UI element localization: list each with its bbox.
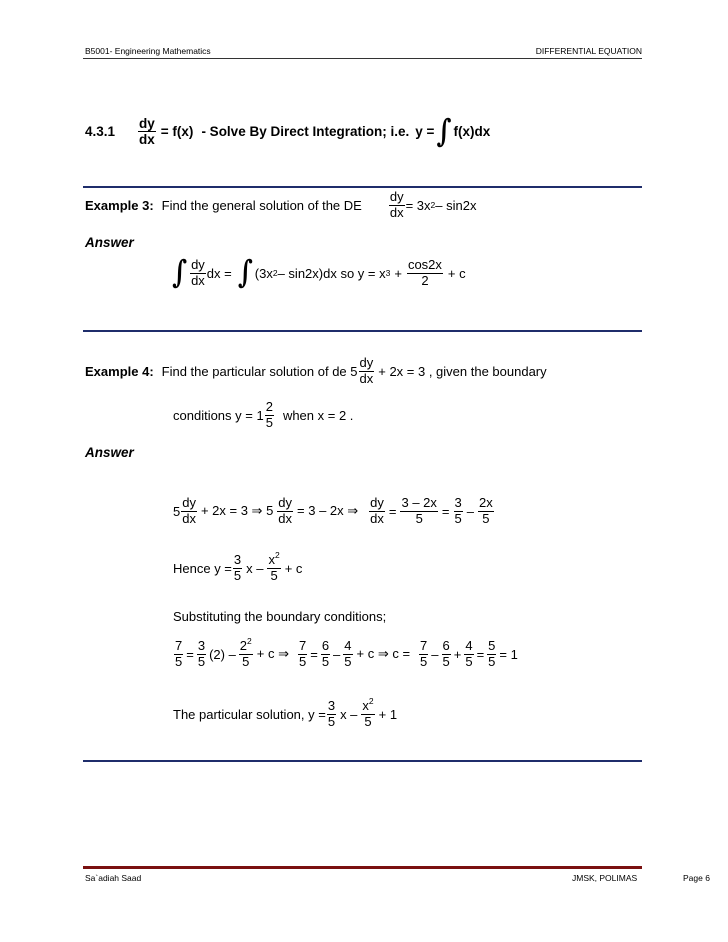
fraction-denominator: 5 bbox=[197, 653, 206, 669]
fraction-denominator: 5 bbox=[242, 653, 250, 669]
l1-p4: = bbox=[388, 503, 397, 519]
example3-ans-integrand-b: – sin2x)dx so y = x bbox=[277, 265, 386, 281]
fraction-denominator: dx bbox=[182, 510, 196, 526]
fraction-numerator: dy bbox=[389, 189, 404, 204]
example3-answer-row: ∫ $\frac{dy}{dx}$ dx = ∫ (3x 2 – sin2x)dx so y = x 3 + $\frac{\cos 2x}{2}$ + c bbox=[172, 255, 466, 292]
l1-p1: 5 bbox=[173, 503, 181, 519]
fraction-denominator: 5 bbox=[442, 653, 450, 669]
fraction-numerator: dy bbox=[182, 495, 196, 510]
fraction-numerator: 3 bbox=[454, 495, 462, 510]
fraction-denominator: 5 bbox=[321, 653, 330, 669]
section-y: y = bbox=[415, 124, 435, 140]
example3-ans-dx: dx = bbox=[206, 265, 232, 281]
l1-frac1 bbox=[181, 496, 197, 526]
exponent: 2 bbox=[247, 636, 252, 646]
l1-frac6 bbox=[478, 496, 494, 526]
s-p9: = bbox=[476, 646, 485, 662]
hence-frac2 bbox=[267, 550, 280, 583]
example4-cond-fraction bbox=[265, 400, 274, 430]
fraction-denominator: 5 bbox=[344, 653, 352, 669]
example3-ans-integrand: (3x bbox=[254, 265, 273, 281]
example4-question-row bbox=[85, 356, 547, 386]
hence-p3: + c bbox=[284, 560, 303, 576]
fraction-numerator: dy bbox=[191, 257, 205, 272]
fraction-denominator: 5 bbox=[364, 713, 372, 729]
fraction-numerator: 6 bbox=[321, 638, 330, 653]
fraction-numerator: 7 bbox=[298, 638, 307, 653]
s-p6: + c ⇒ c = bbox=[356, 646, 411, 662]
example3-label: Example 3: bbox=[85, 197, 154, 213]
example3-answer-label: Answer bbox=[85, 235, 134, 250]
example4-conditions-row bbox=[173, 400, 353, 430]
example4-rule bbox=[83, 760, 642, 762]
s-frac5 bbox=[321, 639, 330, 669]
fraction-denominator: dx bbox=[278, 510, 293, 526]
footer-rule bbox=[83, 866, 642, 869]
fraction-numerator: 2x bbox=[478, 495, 493, 510]
example3-ans-cos-fraction bbox=[407, 258, 443, 288]
fraction-numerator: 4 bbox=[465, 638, 473, 653]
section-eq: = f(x) bbox=[160, 124, 194, 140]
fraction-numerator: $x^2$ bbox=[362, 696, 374, 713]
fraction-numerator: 3 bbox=[197, 638, 206, 653]
section-number: 4.3.1 bbox=[85, 124, 116, 140]
header-right: DIFFERENTIAL EQUATION bbox=[535, 46, 642, 56]
s-frac6 bbox=[343, 639, 352, 669]
s-frac2 bbox=[197, 639, 206, 669]
fraction-numerator: 6 bbox=[442, 638, 450, 653]
l1-p6: – bbox=[466, 503, 474, 519]
example4-cond: conditions y = 1 bbox=[173, 407, 264, 423]
example4-hence bbox=[173, 550, 303, 583]
s-p7: – bbox=[431, 646, 439, 662]
footer-center: JMSK, POLIMAS bbox=[572, 873, 638, 883]
fraction-denominator: dx bbox=[139, 132, 155, 148]
example4-answer-label: Answer bbox=[85, 445, 134, 460]
l1-p2: + 2x = 3 ⇒ 5 bbox=[200, 503, 274, 519]
ps-p2: x – bbox=[340, 706, 358, 722]
fraction-numerator: dy bbox=[359, 355, 374, 370]
s-frac4 bbox=[298, 639, 307, 669]
fraction-numerator: 7 bbox=[420, 638, 428, 653]
fraction-numerator: 4 bbox=[344, 638, 352, 653]
integral-sign-icon: ∫ bbox=[237, 255, 253, 292]
section-title: - Solve By Direct Integration; i.e. bbox=[201, 124, 410, 140]
example4-substituting: Substituting the boundary conditions; bbox=[173, 609, 387, 624]
example3-ans-c: + c bbox=[447, 265, 466, 281]
fraction-denominator: 5 bbox=[298, 653, 307, 669]
s-frac10 bbox=[487, 639, 496, 669]
l1-frac5 bbox=[454, 496, 463, 526]
hence-frac1 bbox=[233, 553, 242, 583]
fraction-denominator: 5 bbox=[454, 510, 462, 526]
example4-q-fraction bbox=[359, 356, 375, 386]
fraction-numerator: 2 bbox=[265, 399, 273, 414]
example3-de-rhs-b: – sin2x bbox=[435, 197, 477, 213]
s-p4: = bbox=[310, 646, 318, 662]
fraction-numerator: dy bbox=[370, 495, 384, 510]
s-frac1 bbox=[174, 639, 183, 669]
fraction-denominator: 5 bbox=[465, 653, 473, 669]
s-p8: + bbox=[453, 646, 462, 662]
fraction-denominator: 2 bbox=[421, 272, 429, 288]
header-rule bbox=[83, 58, 642, 59]
section-heading bbox=[85, 113, 491, 150]
footer-page: Page 6 bbox=[683, 873, 710, 883]
fraction-denominator: 5 bbox=[482, 510, 490, 526]
exponent: 2 bbox=[368, 696, 374, 706]
ps-p3: + 1 bbox=[378, 706, 398, 722]
s-p2: (2) – bbox=[209, 646, 236, 662]
fraction-denominator: 5 bbox=[233, 567, 242, 583]
s-p3: + c ⇒ bbox=[256, 646, 289, 662]
example3-question-row: Example 3: Find the general solution of the DE $\frac{dy}{dx}$ = 3x 2 – sin2x bbox=[85, 189, 477, 220]
example4-question: Find the particular solution of de 5 bbox=[161, 363, 358, 379]
example4-question-b: + 2x = 3 , given the boundary bbox=[378, 363, 547, 379]
fraction-numerator: cos2x bbox=[407, 257, 442, 272]
s-frac3 bbox=[239, 636, 253, 669]
fraction-denominator: 5 bbox=[488, 653, 496, 669]
l1-frac2 bbox=[277, 496, 293, 526]
fraction-denominator: 5 bbox=[420, 653, 428, 669]
integral-sign-icon: ∫ bbox=[436, 113, 452, 150]
s-p10: = 1 bbox=[499, 646, 518, 662]
fraction-denominator: 5 bbox=[415, 510, 423, 526]
ps-p1: The particular solution, y = bbox=[173, 706, 326, 722]
fraction-numerator: $2^2$ bbox=[239, 636, 252, 653]
s-frac8 bbox=[442, 639, 451, 669]
s-p5: – bbox=[333, 646, 341, 662]
fraction-numerator: $x^2$ bbox=[268, 550, 280, 567]
example4-particular bbox=[173, 696, 398, 729]
fraction-denominator: 5 bbox=[265, 414, 273, 430]
fraction-numerator: dy bbox=[278, 495, 293, 510]
l1-frac4 bbox=[400, 496, 437, 526]
fraction-denominator: dx bbox=[359, 370, 374, 386]
section-integrand: f(x)dx bbox=[453, 124, 491, 140]
example3-rule bbox=[83, 330, 642, 332]
fraction-numerator: 5 bbox=[488, 638, 496, 653]
hence-p1: Hence y = bbox=[173, 560, 232, 576]
example3-ans-fraction bbox=[190, 258, 206, 288]
s-frac7 bbox=[419, 639, 428, 669]
example4-label: Example 4: bbox=[85, 363, 154, 379]
exponent: 2 bbox=[274, 550, 280, 560]
example3-ans-plus: + bbox=[394, 265, 402, 281]
fraction-numerator: 3 bbox=[327, 698, 336, 713]
ps-frac2 bbox=[361, 696, 374, 729]
example4-cond-b: when x = 2 . bbox=[282, 407, 354, 423]
section-rule bbox=[83, 186, 642, 188]
example3-de-fraction bbox=[389, 190, 405, 220]
header-left: B5001- Engineering Mathematics bbox=[85, 46, 211, 56]
l1-p5: = bbox=[441, 503, 450, 519]
section-fraction bbox=[138, 116, 156, 147]
footer-left: Sa`adiah Saad bbox=[85, 873, 142, 883]
fraction-denominator: 5 bbox=[270, 567, 278, 583]
example3-de-rhs: = 3x bbox=[405, 197, 431, 213]
example4-line1 bbox=[173, 496, 495, 526]
example3-question: Find the general solution of the DE bbox=[161, 197, 362, 213]
s-frac9 bbox=[464, 639, 473, 669]
fraction-denominator: dx bbox=[389, 204, 404, 220]
example4-subs bbox=[173, 636, 518, 669]
fraction-denominator: dx bbox=[370, 510, 384, 526]
fraction-denominator: 5 bbox=[175, 653, 183, 669]
hence-p2: x – bbox=[246, 560, 264, 576]
fraction-numerator: dy bbox=[139, 116, 155, 131]
ps-frac1 bbox=[327, 699, 336, 729]
l1-frac3 bbox=[369, 496, 385, 526]
s-p1: = bbox=[186, 646, 194, 662]
fraction-numerator: 7 bbox=[175, 638, 183, 653]
fraction-denominator: 5 bbox=[327, 713, 336, 729]
fraction-numerator: 3 bbox=[233, 552, 242, 567]
fraction-denominator: dx bbox=[191, 272, 205, 288]
fraction-numerator: 3 – 2x bbox=[401, 495, 437, 510]
integral-sign-icon: ∫ bbox=[172, 255, 188, 292]
l1-p3: = 3 – 2x ⇒ bbox=[297, 503, 359, 519]
